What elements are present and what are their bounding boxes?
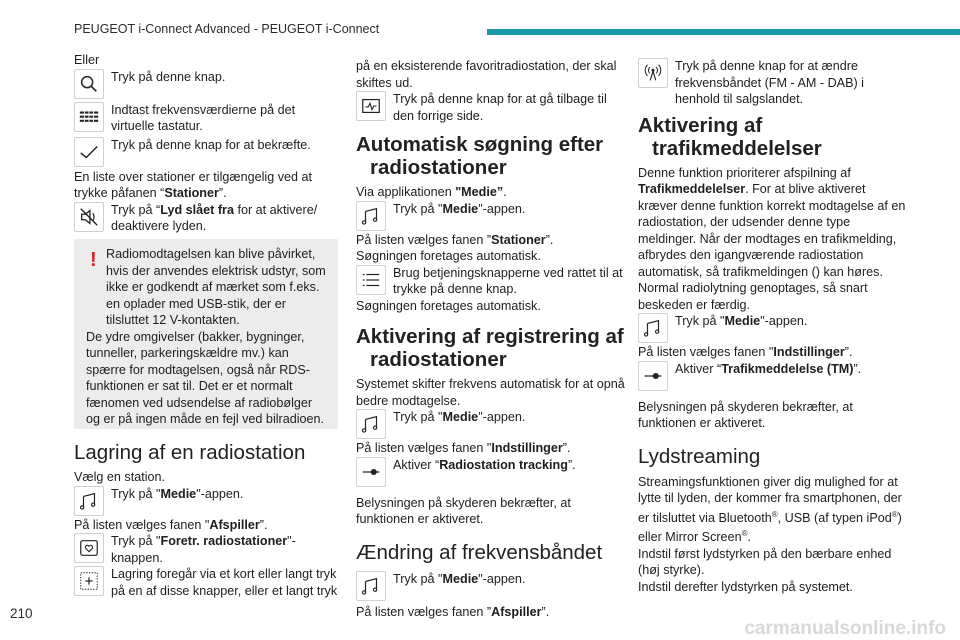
choose-station: Vælg en station. xyxy=(74,470,166,484)
music-note-icon[interactable] xyxy=(638,313,668,343)
step-text: Brug betjeningsknapperne ved rattet til at trykke på denne knap. xyxy=(393,265,623,296)
step-tracking xyxy=(356,457,631,487)
step-text: Tryk på "Medie"-appen. xyxy=(393,410,526,424)
confirm-slider: Belysningen på skyderen bekræfter, at funktionen er aktiveret. xyxy=(638,399,853,430)
step-text: Tryk på "Foretr. radiostationer"-knappen. xyxy=(111,534,296,565)
stations-list-intro: En liste over stationer er tilgængelig ved at trykke påfanen “Stationer”. xyxy=(74,169,313,200)
settings-tab: På listen vælges fanen "Indstillinger”. xyxy=(356,441,571,455)
via-app: Via applikationen "Medie”. xyxy=(356,185,507,199)
heading-band: Ændring af frekvensbåndet xyxy=(356,540,603,564)
mute-speaker-icon[interactable] xyxy=(74,202,104,232)
search-automatic-2: Søgningen foretages automatisk. xyxy=(356,298,541,313)
step-text: Aktiver “Radiostation tracking”. xyxy=(393,457,576,472)
step-ta xyxy=(638,361,906,391)
favorite-station-icon[interactable] xyxy=(74,533,104,563)
step-text: Tryk på denne knap for at ændre frekvensbåndet (FM - AM - DAB) i henhold til salgslandet. xyxy=(675,59,864,106)
toggle-switch-icon[interactable] xyxy=(638,361,668,391)
header-accent-bar xyxy=(487,29,960,35)
column-1 xyxy=(74,52,338,235)
warning-text-2: De ydre omgivelser (bakker, bygninger, tunneller, parkeringskældre mv.) kan spærre for modtagelsen, også når RDS-funktionen er sat til. Det er et normalt fænomen ved udsendelse af radiobølger og er på ingen måde en fejl ved bilradioen. xyxy=(86,329,325,426)
player-tab: På listen vælges fanen ”Afspiller”. xyxy=(356,604,550,619)
list-icon[interactable] xyxy=(356,265,386,295)
column-2 xyxy=(356,58,631,620)
step-text: Tryk på "Medie"-appen. xyxy=(393,571,526,586)
step-text: Aktiver “Trafikmeddelelse (TM)”. xyxy=(675,361,862,376)
music-note-icon[interactable] xyxy=(356,409,386,439)
toggle-switch-icon[interactable] xyxy=(356,457,386,487)
step-keyboard xyxy=(74,102,338,135)
step-confirm xyxy=(74,137,338,167)
volume-system: Indstil derefter lydstyrken på systemet. xyxy=(638,579,853,594)
header-title: PEUGEOT i-Connect Advanced - PEUGEOT i-Connect xyxy=(74,22,380,36)
step-text: Tryk på "Medie"-appen. xyxy=(393,201,526,216)
step-mute xyxy=(74,202,338,235)
select-tab: På listen vælges fanen "Afspiller”. xyxy=(74,517,268,532)
heading-auto-search: Automatisk søgning efter radiostationer xyxy=(356,133,604,179)
step-wheel xyxy=(356,265,631,298)
step-media-2 xyxy=(356,409,631,439)
step-text: Tryk på “Lyd slået fra for at aktivere/ deaktivere lyden. xyxy=(111,202,318,233)
step-text: Tryk på denne knap. xyxy=(111,69,226,84)
heading-traffic: Aktivering af trafikmeddelelser xyxy=(638,113,822,160)
text-continue: på en eksisterende favoritradiostation, der skal skiftes ud. xyxy=(356,59,617,90)
column-1-lower xyxy=(74,441,338,599)
step-back xyxy=(356,91,631,124)
step-band xyxy=(638,58,906,108)
add-preset-icon[interactable] xyxy=(74,566,104,596)
warning-box xyxy=(74,239,338,429)
step-media xyxy=(74,486,338,516)
music-note-icon[interactable] xyxy=(356,571,386,601)
volume-device: Indstil først lydstyrken på den bærbare enhed (høj styrke). xyxy=(638,546,892,578)
step-media xyxy=(356,201,631,231)
music-note-icon[interactable] xyxy=(356,201,386,231)
streaming-text: Streamingsfunktionen giver dig mulighed for at lytte til lyden, der kommer fra smartphonen, der er tilsluttet via Bluetooth®, USB (af typen iPod®) eller Mirror Screen®. xyxy=(638,474,902,545)
keyboard-icon[interactable] xyxy=(74,102,104,132)
warning-text-1: Radiomodtagelsen kan blive påvirket, hvis der anvendes elektrisk udstyr, som ikke er godkendt af mærket som f.eks. en oplader med USB-stik, der er tilsluttet 12 V-kontakten. xyxy=(106,247,326,327)
checkmark-icon[interactable] xyxy=(74,137,104,167)
step-text: Indtast frekvensværdierne på det virtuelle tastatur. xyxy=(111,102,296,133)
step-text: Lagring foregår via et kort eller langt tryk på en af disse knapper, eller et langt tryk xyxy=(111,567,338,598)
settings-tab: På listen vælges fanen "Indstillinger”. xyxy=(638,345,853,359)
heading-store-station: Lagring af en radiostation xyxy=(74,441,306,464)
heading-register: Aktivering af registrering af radiostationer xyxy=(356,325,624,371)
back-icon[interactable] xyxy=(356,91,386,121)
confirm-slider: Belysningen på skyderen bekræfter, at funktionen er aktiveret. xyxy=(356,495,571,526)
column-3 xyxy=(638,58,906,595)
music-note-icon[interactable] xyxy=(74,486,104,516)
step-text: Tryk på denne knap for at bekræfte. xyxy=(111,137,311,152)
step-media xyxy=(638,313,906,343)
step-store xyxy=(74,566,338,599)
system-text: Systemet skifter frekvens automatisk for at opnå bedre modtagelse. xyxy=(356,377,625,408)
step-text: Tryk på denne knap for at gå tilbage til den forrige side. xyxy=(393,92,607,123)
step-search xyxy=(74,69,338,99)
step-text: Tryk på "Medie"-appen. xyxy=(111,486,244,501)
stations-tab: På listen vælges fanen ”Stationer”. xyxy=(356,232,554,247)
radio-antenna-icon[interactable] xyxy=(638,58,668,88)
traffic-text: Denne funktion prioriterer afspilning af Trafikmeddelelser. For at blive aktiveret kræver denne funktion korrekt modtagelse af en radiostation, der udsender denne type meldinger. Når der modtages en trafikmelding, afbrydes den igangværende radiostation automatisk, så trafikmeldingen () kan høres. Normal radiolytning genoptages, så snart beskeden er færdig. xyxy=(638,165,906,312)
search-automatic: Søgningen foretages automatisk. xyxy=(356,249,541,263)
heading-streaming: Lydstreaming xyxy=(638,444,761,468)
page-number: 210 xyxy=(10,606,33,621)
text-eller: Eller xyxy=(74,53,100,67)
search-icon[interactable] xyxy=(74,69,104,99)
watermark: carmanualsonline.info xyxy=(744,618,946,639)
warning-icon: ! xyxy=(90,249,97,271)
step-media-3 xyxy=(356,571,631,601)
step-presets xyxy=(74,533,338,566)
step-text: Tryk på "Medie"-appen. xyxy=(675,314,808,328)
